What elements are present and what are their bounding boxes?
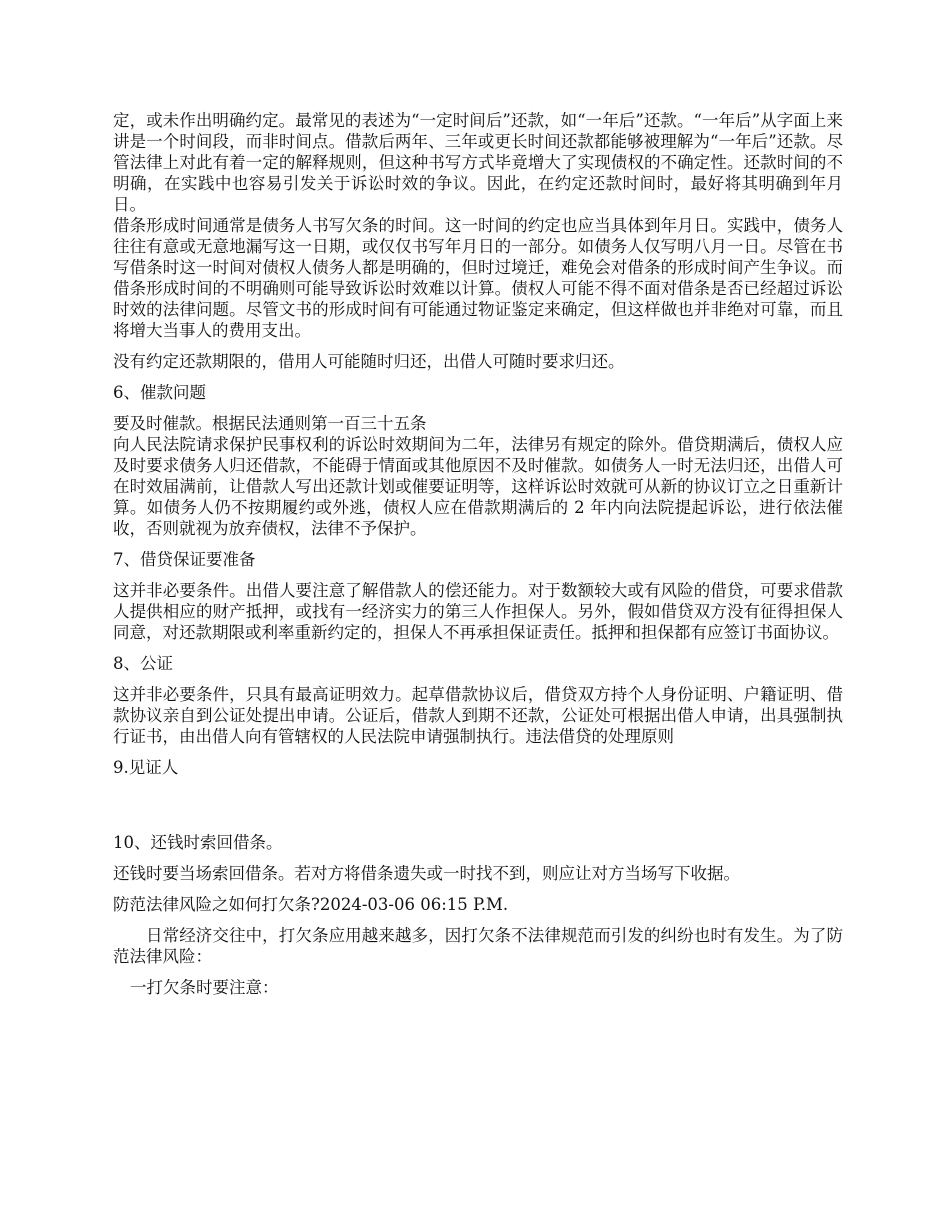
paragraph-note-heading: 一打欠条时要注意： <box>130 978 279 997</box>
paragraph-repayment-time: 定，或未作出明确约定。最常见的表述为“一定时间后”还款，如“一年后”还款。“一年后”从字面上来讲是一个时间段，而非时间点。借款后两年、三年或更长时间还款都能够被理解为“一年后”还款。尽管法律上对此有着一定的解释规则，但这种书写方式毕竟增大了实现债权的不确定性。还款时间的不明确，在实践中也容易引发关于诉讼时效的争议。因此，在约定还款时间时，最好将其明确到年月日。 <box>113 111 843 214</box>
paragraph-limitation-period: 向人民法院请求保护民事权利的诉讼时效期间为二年，法律另有规定的除外。借贷期满后，债权人应及时要求债务人归还借款，不能碍于情面或其他原因不及时催款。如债务人一时无法归还，出借人可在时效届满前，让借款人写出还款计划或催要证明等，这样诉讼时效就可从新的协议订立之日重新计算。如债务人仍不按期履约或外逃，债权人应在借款期满后的 2 年内向法院提起诉讼，进行依法催收，否则就视为放弃债权，法律不予保护。 <box>113 435 843 538</box>
section-heading-9: 9.见证人 <box>113 758 179 777</box>
paragraph-intro: 日常经济交往中，打欠条应用越来越多，因打欠条不法律规范而引发的纠纷也时有发生。为了防范法律风险： <box>113 926 843 966</box>
document-body <box>113 110 843 998</box>
section-heading-6: 6、催款问题 <box>113 383 206 402</box>
paragraph-timely-collection: 要及时催款。根据民法通则第一百三十五条 <box>113 414 427 433</box>
paragraph-formation-time: 借条形成时间通常是债务人书写欠条的时间。这一时间的约定也应当具体到年月日。实践中，债务人往往有意或无意地漏写这一日期，或仅仅书写年月日的一部分。如债务人仅写明八月一日。尽管在书写借条时这一时间对债权人债务人都是明确的，但时过境迁，难免会对借条的形成时间产生争议。而借条形成时间的不明确则可能导致诉讼时效难以计算。债权人可能不得不面对借条是否已经超过诉讼时效的法律问题。尽管文书的形成时间有可能通过物证鉴定来确定，但这样做也并非绝对可靠，而且将增大当事人的费用支出。 <box>113 216 843 340</box>
section-heading-7: 7、借贷保证要准备 <box>113 550 256 569</box>
paragraph-notarization: 这并非必要条件，只具有最高证明效力。起草借款协议后，借贷双方持个人身份证明、户籍证明、借款协议亲自到公证处提出申请。公证后，借款人到期不还款，公证处可根据出借人申请，出具强制执行证书，由出借人向有管辖权的人民法院申请强制执行。违法借贷的处理原则 <box>113 685 843 746</box>
paragraph-no-term: 没有约定还款期限的，借用人可能随时归还，出借人可随时要求归还。 <box>113 352 625 371</box>
article-title: 防范法律风险之如何打欠条?2024-03-06 06:15 P.M. <box>113 895 509 914</box>
paragraph-reclaim-note: 还钱时要当场索回借条。若对方将借条遗失或一时找不到，则应让对方当场写下收据。 <box>113 864 740 883</box>
blank-space <box>113 778 843 822</box>
paragraph-guarantee: 这并非必要条件。出借人要注意了解借款人的偿还能力。对于数额较大或有风险的借贷，可要求借款人提供相应的财产抵押，或找有一经济实力的第三人作担保人。另外，假如借贷双方没有征得担保人同意，对还款期限或利率重新约定的，担保人不再承担保证责任。抵押和担保都有应签订书面协议。 <box>113 581 843 642</box>
section-heading-10: 10、还钱时索回借条。 <box>113 833 283 852</box>
section-heading-8: 8、公证 <box>113 654 173 673</box>
